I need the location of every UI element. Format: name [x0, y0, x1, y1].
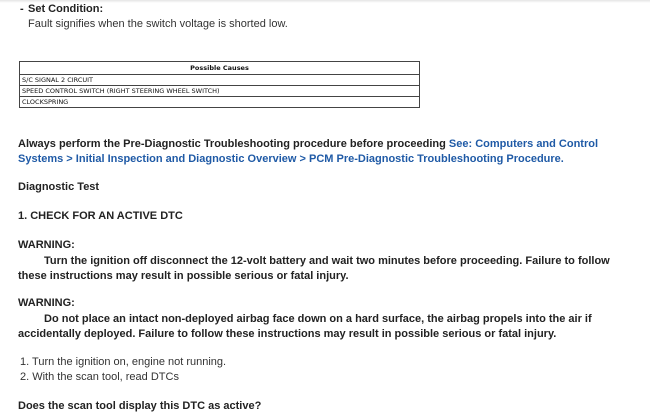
prediagnostic-paragraph: [18, 137, 618, 167]
warning-2-text: Do not place an intact non-deployed airbag face down on a hard surface, the airbag propels into the air if accidentally deployed. Failure to follow these instructions may result in possible serious or fatal injury.: [18, 313, 592, 340]
table-row: [20, 86, 420, 97]
bullet-dash: -: [20, 3, 24, 15]
set-condition-heading: [20, 3, 103, 15]
table-cell: CLOCKSPRING: [20, 97, 420, 108]
prediagnostic-text: Always perform the Pre-Diagnostic Troubleshooting procedure before proceeding: [18, 138, 449, 150]
possible-causes-table: [19, 61, 420, 108]
prediagnostic-link[interactable]: See: Computers and Control Systems > Initial Inspection and Diagnostic Overview > PCM Pre-Diagnostic Troubleshooting Procedure.: [18, 138, 599, 165]
question-text: Does the scan tool display this DTC as active?: [18, 400, 262, 412]
table-cell: SPEED CONTROL SWITCH (RIGHT STEERING WHEEL SWITCH): [20, 86, 420, 97]
table-cell: S/C SIGNAL 2 CIRCUIT: [20, 75, 420, 86]
diagnostic-test-heading: Diagnostic Test: [18, 181, 100, 193]
list-item: 2. With the scan tool, read DTCs: [20, 371, 179, 383]
step-1-title: 1. CHECK FOR AN ACTIVE DTC: [18, 210, 183, 222]
table-row: [20, 97, 420, 108]
warning-2-label: WARNING:: [18, 297, 75, 309]
warning-1-text: Turn the ignition off disconnect the 12-volt battery and wait two minutes before proceeding. Failure to follow these instructions may result in possible serious or fatal injury.: [18, 255, 610, 282]
table-row: [20, 75, 420, 86]
table-header-row: [20, 62, 420, 75]
warning-1-label: WARNING:: [18, 239, 75, 251]
table-header: Possible Causes: [20, 62, 420, 75]
list-item: 1. Turn the ignition on, engine not running.: [20, 356, 227, 368]
set-condition-body: Fault signifies when the switch voltage is shorted low.: [28, 18, 288, 30]
set-condition-label: Set Condition:: [28, 3, 104, 15]
